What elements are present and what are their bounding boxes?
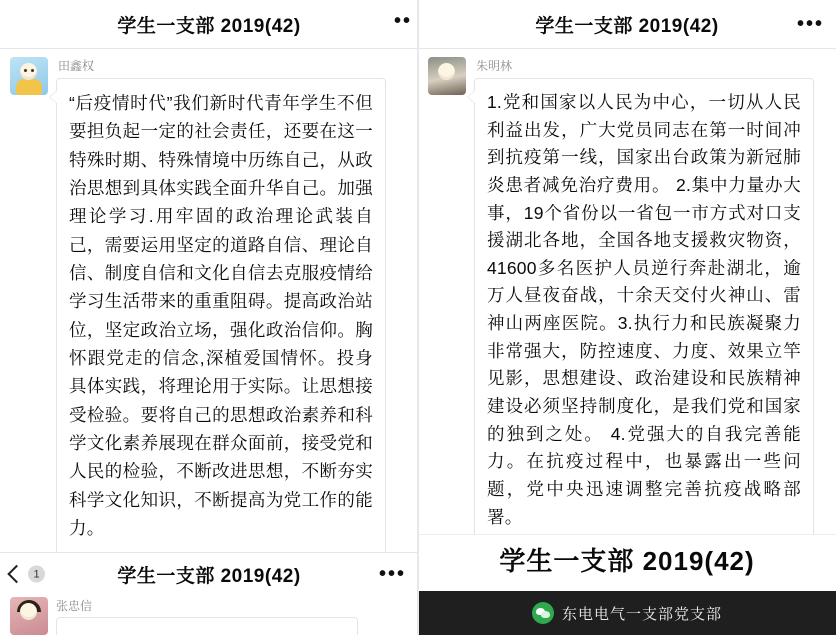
right-message-column	[474, 57, 822, 544]
right-chat-title: 学生一支部 2019(42)	[535, 15, 719, 37]
left-chat-title: 学生一支部 2019(42)	[117, 15, 301, 37]
sender-name: 田鑫权	[58, 59, 95, 73]
left-message-column	[56, 57, 404, 556]
unread-badge: 1	[28, 566, 45, 583]
right-message-row	[418, 49, 836, 544]
strip-message-row	[0, 595, 418, 635]
more-horizontal-icon[interactable]: •••	[378, 563, 406, 585]
left-message-row	[0, 49, 418, 556]
sender-name: 朱明林	[476, 59, 513, 73]
official-account-name: 东电电气一支部党支部	[561, 605, 722, 623]
avatar-body-shape	[16, 79, 42, 95]
right-chat-header	[418, 0, 836, 49]
left-bottom-conversation-strip	[0, 552, 418, 635]
right-bottom-overlay	[418, 534, 836, 635]
right-chat-pane	[418, 0, 836, 635]
strip-chat-title: 学生一支部 2019(42)	[117, 565, 301, 587]
wechat-logo-icon	[532, 602, 554, 624]
avatar-face-shape	[20, 603, 37, 620]
avatar-eye-left	[24, 69, 27, 72]
avatar-face-shape	[438, 63, 455, 80]
message-bubble[interactable]: “后疫情时代”我们新时代青年学生不但要担负起一定的社会责任，还要在这一特殊时期、特殊情境中历练自己，从政治思想到具体实践全面升华自己。加强理论学习.用牢固的政治理论武装自己，需要运用坚定的道路自信、理论自信、制度自信和文化自信去克服疫情给学习生活带来的重重阻碍。提高政治站位，坚定政治立场，强化政治信仰。胸怀跟党走的信念,深植爱国情怀。投身具体实践，将理论用于实际。让思想接受检验。要将自己的思想政治素养和科学文化素养展现在群众面前，接受党和人民的检验，不断改进思想，不断夯实科学文化知识，不断提高为党工作的能力。	[56, 78, 386, 556]
back-chevron-icon	[7, 565, 25, 583]
strip-message-column	[56, 597, 408, 635]
sender-name: 张忠信	[56, 599, 93, 613]
right-bottom-chat-title: 学生一支部 2019(42)	[499, 546, 755, 576]
left-chat-header	[0, 0, 418, 49]
avatar[interactable]	[428, 57, 466, 95]
pane-divider	[417, 0, 419, 635]
avatar[interactable]	[10, 597, 48, 635]
official-account-bar[interactable]	[418, 591, 836, 635]
message-bubble[interactable]	[56, 617, 358, 635]
strip-title-bar	[0, 553, 418, 595]
avatar-eye-right	[31, 69, 34, 72]
message-bubble[interactable]: 1.党和国家以人民为中心，一切从人民利益出发，广大党员同志在第一时间冲到抗疫第一线，国家出台政策为新冠肺炎患者减免治疗费用。 2.集中力量办大事，19个省份以一省包一市方式对口支援湖北各地，全国各地支援救灾物资，41600多名医护人员逆行奔赴湖北，逾万人昼夜奋战，十余天交付火神山、雷神山两座医院。3.执行力和民族凝聚力非常强大，防控速度、力度、效果立竿见影，思想建设、政治建设和民族精神建设必须坚持制度化，是我们党和国家的独到之处。 4.党强大的自我完善能力。在抗疫过程中，也暴露出一些问题，党中央迅速调整完善抗疫战略部署。	[474, 78, 814, 544]
avatar[interactable]	[10, 57, 48, 95]
more-horizontal-icon[interactable]: •••	[796, 13, 824, 35]
back-button[interactable]	[10, 566, 45, 583]
avatar-face-shape	[20, 63, 37, 80]
left-header-more-icon[interactable]: ••	[393, 10, 412, 32]
